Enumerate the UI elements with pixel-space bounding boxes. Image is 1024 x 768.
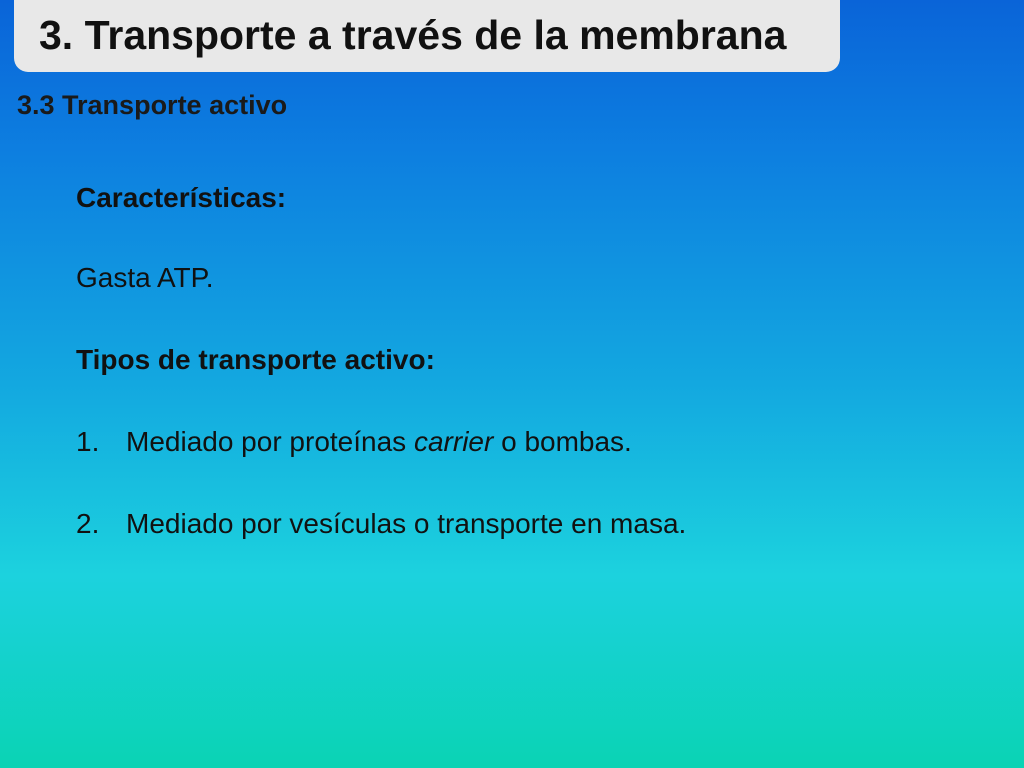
list-item-text-before: Mediado por proteínas bbox=[126, 426, 414, 457]
list-item-number: 2. bbox=[76, 508, 100, 539]
slide-title: 3. Transporte a través de la membrana bbox=[39, 12, 787, 58]
list-item-2 bbox=[76, 506, 686, 542]
list-item-number: 1. bbox=[76, 426, 100, 457]
list-item-text-italic: carrier bbox=[413, 426, 494, 457]
characteristics-heading: Características: bbox=[76, 182, 287, 213]
list-item-text: Mediado por vesículas o transporte en masa. bbox=[126, 508, 687, 539]
list-item-1 bbox=[76, 424, 632, 460]
slide-subtitle: 3.3 Transporte activo bbox=[17, 90, 288, 120]
types-heading: Tipos de transporte activo: bbox=[76, 344, 435, 375]
characteristic-item: Gasta ATP. bbox=[76, 262, 214, 293]
list-item-text-after: o bombas. bbox=[493, 426, 632, 457]
